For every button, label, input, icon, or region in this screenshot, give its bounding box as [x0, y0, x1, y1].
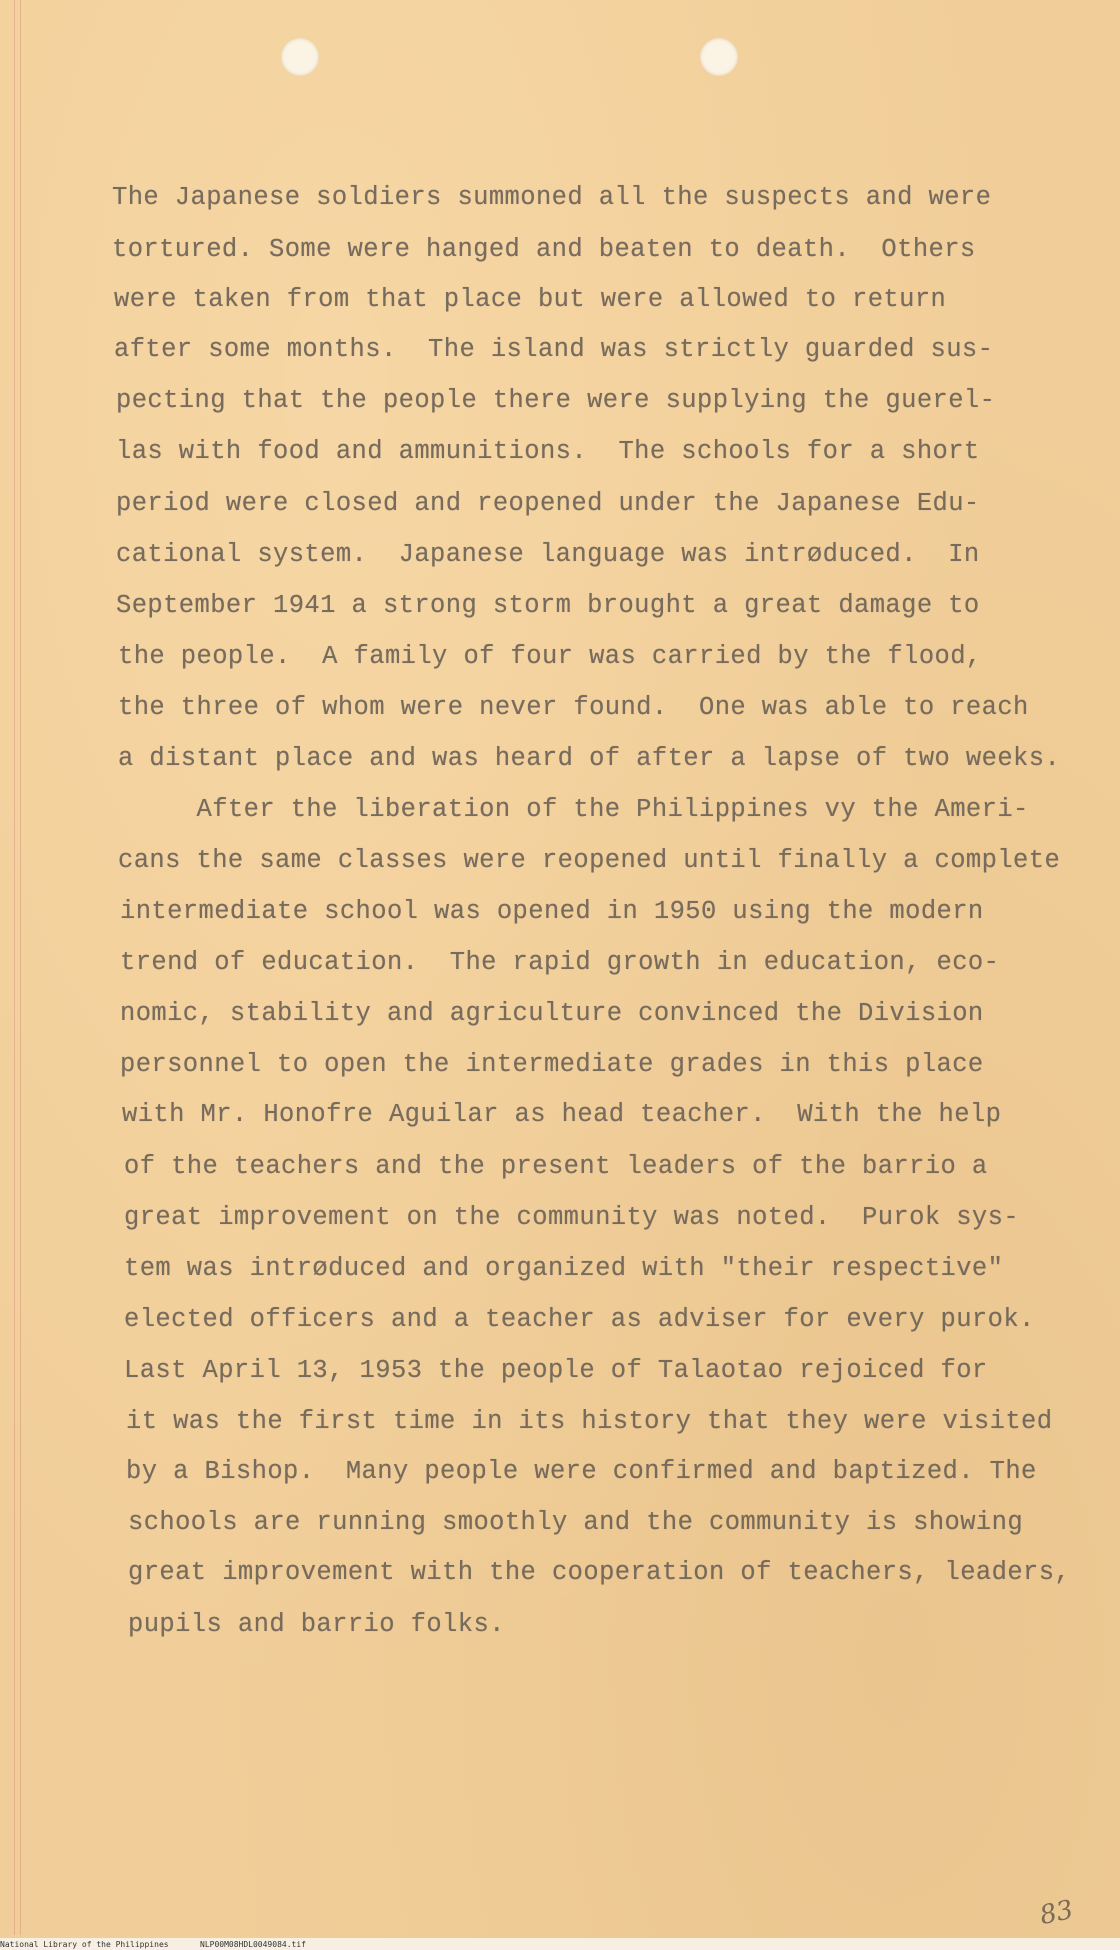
footer-library-label: National Library of the Philippines [0, 1940, 169, 1949]
text-line: cans the same classes were reopened until finally a complete [118, 846, 1061, 875]
text-line: Last April 13, 1953 the people of Talaotao rejoiced for [124, 1356, 988, 1385]
text-line: of the teachers and the present leaders of the barrio a [124, 1152, 988, 1181]
text-line: it was the first time in its history that they were visited [126, 1407, 1053, 1436]
text-line: intermediate school was opened in 1950 using the modern [120, 897, 984, 926]
text-line: great improvement on the community was noted. Purok sys- [124, 1203, 1020, 1232]
punch-hole-left [281, 38, 319, 76]
text-line: with Mr. Honofre Aguilar as head teacher. With the help [122, 1100, 1002, 1129]
footer-file-name: NLP00M08HDL0049084.tif [200, 1940, 306, 1949]
page-number: 83 [1037, 1894, 1076, 1932]
text-line: after some months. The island was strictly guarded sus- [114, 335, 994, 364]
text-line: trend of education. The rapid growth in education, eco- [120, 948, 1000, 977]
text-line: the three of whom were never found. One was able to reach [118, 693, 1029, 722]
text-line: period were closed and reopened under the Japanese Edu- [116, 489, 980, 518]
text-line: nomic, stability and agriculture convinced the Division [120, 999, 984, 1028]
text-line: pupils and barrio folks. [128, 1610, 505, 1639]
text-line: were taken from that place but were allowed to return [114, 285, 947, 314]
text-line: schools are running smoothly and the community is showing [128, 1508, 1024, 1537]
text-line: a distant place and was heard of after a lapse of two weeks. [118, 744, 1061, 773]
text-line: great improvement with the cooperation of teachers, leaders, [128, 1558, 1071, 1587]
text-line: by a Bishop. Many people were confirmed and baptized. The [126, 1457, 1037, 1486]
text-line: elected officers and a teacher as adviser for every purok. [124, 1305, 1035, 1334]
text-line: pecting that the people there were supplying the guerel- [116, 386, 996, 415]
margin-line-left [14, 0, 15, 1935]
text-line: cational system. Japanese language was intrøduced. In [116, 540, 980, 569]
scan-footer [0, 1938, 1120, 1950]
text-line: The Japanese soldiers summoned all the suspects and were [112, 183, 992, 212]
text-line: las with food and ammunitions. The schools for a short [116, 437, 980, 466]
text-line: the people. A family of four was carried by the flood, [118, 642, 982, 671]
text-line: personnel to open the intermediate grades in this place [120, 1050, 984, 1079]
text-line: tortured. Some were hanged and beaten to death. Others [112, 235, 976, 264]
margin-line-left-inner [20, 0, 21, 1935]
text-line: After the liberation of the Philippines vy the Ameri- [118, 795, 1029, 824]
text-line: September 1941 a strong storm brought a great damage to [116, 591, 980, 620]
punch-hole-right [700, 38, 738, 76]
text-line: tem was intrøduced and organized with "their respective" [124, 1254, 1004, 1283]
